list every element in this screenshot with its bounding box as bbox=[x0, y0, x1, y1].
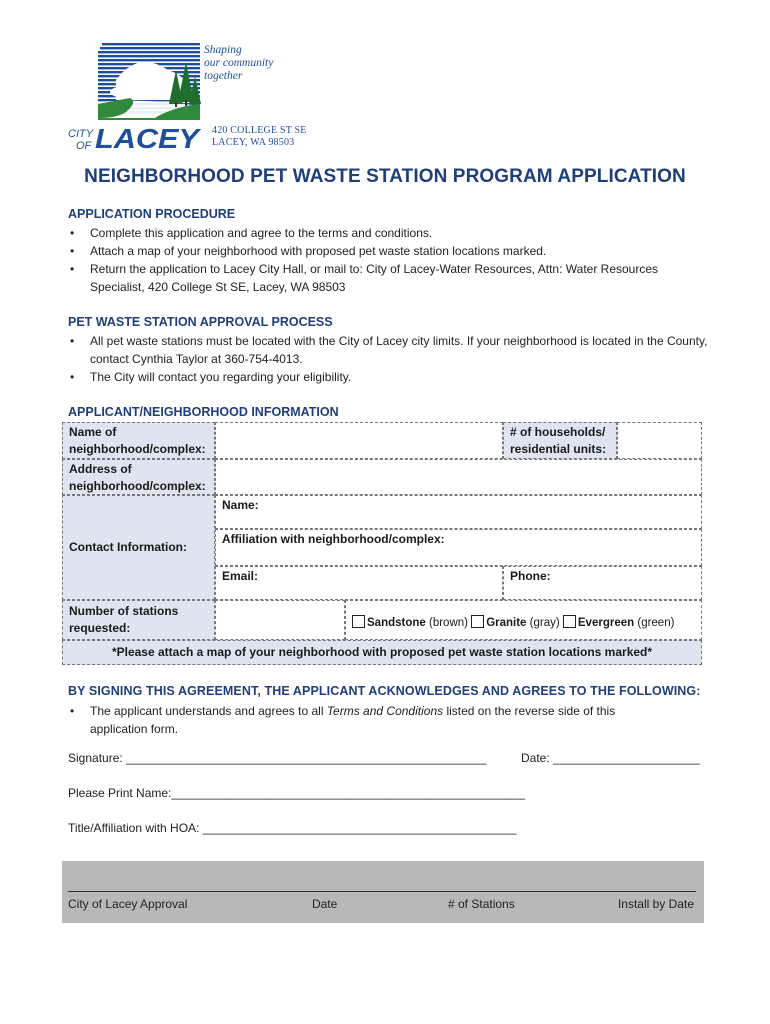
agreement-list bbox=[68, 702, 668, 738]
evergreen-label: Evergreen bbox=[577, 617, 635, 629]
install-date-label: Install by Date bbox=[617, 897, 694, 911]
affiliation-field[interactable] bbox=[215, 529, 702, 566]
page-title: NEIGHBORHOOD PET WASTE STATION PROGRAM APPLICATION bbox=[84, 166, 686, 187]
evergreen-color: (green) bbox=[637, 617, 675, 629]
granite-option[interactable] bbox=[471, 617, 560, 629]
agreement-item bbox=[68, 702, 668, 738]
print-name-line[interactable]: Please Print Name:_____________________________________________________ bbox=[68, 786, 526, 800]
affiliation-label: Affiliation with neighborhood/complex: bbox=[222, 532, 445, 546]
contact-name-label: Name: bbox=[222, 498, 259, 512]
agreement-heading: BY SIGNING THIS AGREEMENT, THE APPLICANT ACKNOWLEDGES AND AGREES TO THE FOLLOWING: bbox=[68, 684, 701, 698]
households-field[interactable] bbox=[617, 422, 702, 459]
contact-info-label bbox=[62, 495, 215, 600]
approval-date-label: Date bbox=[312, 897, 338, 911]
applicant-heading: APPLICANT/NEIGHBORHOOD INFORMATION bbox=[68, 405, 339, 419]
contact-name-field[interactable] bbox=[215, 495, 702, 529]
stations-label: Number of stations requested: bbox=[62, 600, 215, 640]
station-type-options bbox=[345, 600, 702, 640]
logo-city-text: CITY bbox=[68, 128, 94, 140]
evergreen-checkbox[interactable] bbox=[563, 615, 576, 628]
procedure-heading: APPLICATION PROCEDURE bbox=[68, 207, 236, 221]
email-field[interactable] bbox=[215, 566, 503, 600]
granite-checkbox[interactable] bbox=[471, 615, 484, 628]
address-line-2: LACEY, WA 98503 bbox=[212, 137, 295, 148]
granite-color: (gray) bbox=[529, 617, 560, 629]
applicant-info-table bbox=[62, 422, 702, 665]
phone-label: Phone: bbox=[510, 569, 551, 583]
approval-rule bbox=[68, 891, 696, 892]
tagline-line-3: together bbox=[204, 70, 243, 82]
logo-tagline bbox=[204, 44, 273, 83]
phone-field[interactable] bbox=[503, 566, 702, 600]
approval-process-item: • The City will contact you regarding your eligibility. bbox=[68, 368, 708, 386]
procedure-item: • Complete this application and agree to the terms and conditions. bbox=[68, 224, 708, 242]
sandstone-color: (brown) bbox=[429, 617, 468, 629]
terms-conditions-text: Terms and Conditions bbox=[326, 704, 444, 718]
approval-process-heading: PET WASTE STATION APPROVAL PROCESS bbox=[68, 315, 333, 329]
procedure-item: • Return the application to Lacey City Hall, or mail to: City of Lacey-Water Resources, Attn: Water Resources Specialist, 420 College St SE, Lacey, WA 98503 bbox=[68, 260, 708, 296]
contact-info-label-text: Contact Information: bbox=[69, 540, 187, 554]
sandstone-checkbox[interactable] bbox=[352, 615, 365, 628]
title-affiliation-line[interactable]: Title/Affiliation with HOA: _______________________________________________ bbox=[68, 821, 517, 835]
sandstone-option[interactable] bbox=[352, 617, 468, 629]
approval-label: City of Lacey Approval bbox=[68, 897, 188, 911]
date-line[interactable]: Date: ______________________ bbox=[521, 751, 700, 765]
approval-process-list bbox=[68, 332, 708, 386]
households-label: # of households/ residential units: bbox=[503, 422, 617, 459]
neighborhood-address-label: Address of neighborhood/complex: bbox=[62, 459, 215, 495]
logo-lacey-text: LACEY bbox=[95, 123, 202, 154]
procedure-list bbox=[68, 224, 708, 296]
approval-process-item: • All pet waste stations must be located with the City of Lacey city limits. If your neighborhood is located in the County, contact Cynthia Taylor at 360-754-4013. bbox=[68, 332, 708, 368]
email-label: Email: bbox=[222, 569, 259, 583]
map-note: *Please attach a map of your neighborhood with proposed pet waste station locations marked* bbox=[62, 640, 702, 665]
neighborhood-name-field[interactable] bbox=[215, 422, 503, 459]
city-approval-box bbox=[62, 861, 704, 923]
evergreen-option[interactable] bbox=[563, 617, 675, 629]
procedure-item: • Attach a map of your neighborhood with proposed pet waste station locations marked. bbox=[68, 242, 708, 260]
logo-of-text: OF bbox=[76, 140, 92, 152]
neighborhood-address-field[interactable] bbox=[215, 459, 702, 495]
approval-stations-label: # of Stations bbox=[448, 897, 515, 911]
stations-field[interactable] bbox=[215, 600, 345, 640]
city-address bbox=[212, 125, 307, 149]
neighborhood-name-label: Name of neighborhood/complex: bbox=[62, 422, 215, 459]
address-line-1: 420 COLLEGE ST SE bbox=[212, 125, 307, 136]
sandstone-label: Sandstone bbox=[367, 617, 426, 629]
granite-label: Granite bbox=[486, 617, 527, 629]
signature-line[interactable]: Signature: ______________________________________________________ bbox=[68, 751, 487, 765]
agreement-item-text: The applicant understands and agrees to all bbox=[90, 704, 327, 718]
tagline-line-1: Shaping bbox=[204, 44, 242, 56]
tagline-line-2: our community bbox=[204, 57, 274, 69]
agreement-item-text-end: listed on the reverse side of this application form. bbox=[90, 704, 616, 736]
